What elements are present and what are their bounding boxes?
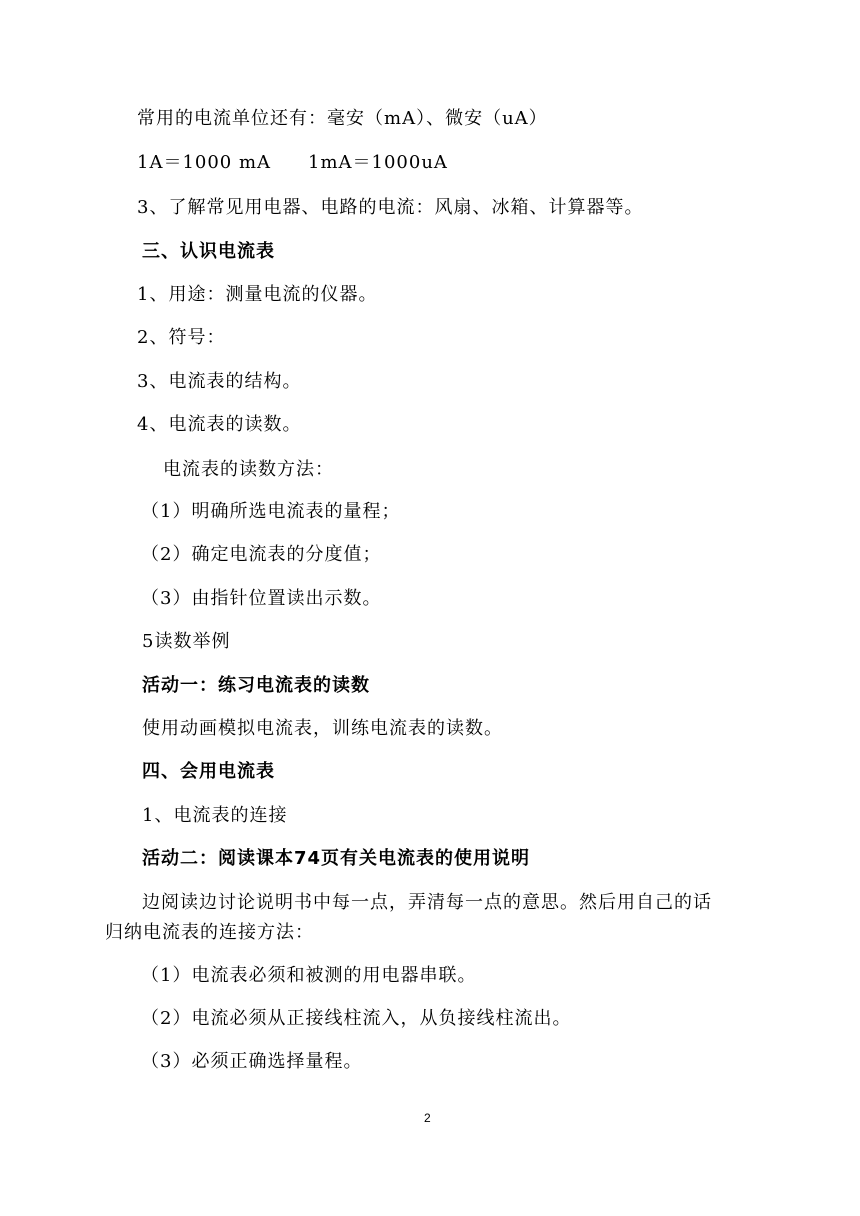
activity-one-description: 使用动画模拟电流表，训练电流表的读数。 [142,718,503,739]
page-number: 2 [424,1111,431,1125]
reading-example-line: 5读数举例 [142,631,231,652]
ammeter-reading-line: 4、电流表的读数。 [137,414,302,435]
reading-method-heading: 电流表的读数方法： [163,459,334,480]
activity-one-heading: 活动一：练习电流表的读数 [142,675,370,696]
section-heading-use-ammeter: 四、会用电流表 [142,761,275,782]
ammeter-structure-line: 3、电流表的结构。 [137,371,302,392]
conversion-ma-to-ua: 1mA＝1000uA [308,152,448,173]
connection-rule-3: （3）必须正确选择量程。 [141,1051,363,1072]
ammeter-connection-line: 1、电流表的连接 [142,805,288,826]
activity-two-instruction-line-2: 归纳电流表的连接方法： [105,922,314,943]
ammeter-purpose-line: 1、用途：测量电流的仪器。 [137,284,378,305]
ammeter-symbol-line: 2、符号： [137,327,226,348]
reading-step-1: （1）明确所选电流表的量程； [141,501,401,522]
section-heading-ammeter: 三、认识电流表 [142,241,275,262]
current-units-line: 常用的电流单位还有：毫安（mA）、微安（uA） [137,108,548,129]
reading-step-2: （2）确定电流表的分度值； [141,544,382,565]
reading-step-3: （3）由指针位置读出示数。 [141,588,382,609]
activity-two-heading: 活动二：阅读课本74页有关电流表的使用说明 [142,848,531,869]
common-appliance-current-line: 3、了解常见用电器、电路的电流：风扇、冰箱、计算器等。 [137,197,644,218]
conversion-a-to-ma: 1A＝1000 mA [137,152,272,173]
activity-two-instruction-line-1: 边阅读边讨论说明书中每一点，弄清每一点的意思。然后用自己的话 [142,892,712,913]
connection-rule-1: （1）电流表必须和被测的用电器串联。 [141,965,477,986]
connection-rule-2: （2）电流必须从正接线柱流入，从负接线柱流出。 [141,1008,572,1029]
